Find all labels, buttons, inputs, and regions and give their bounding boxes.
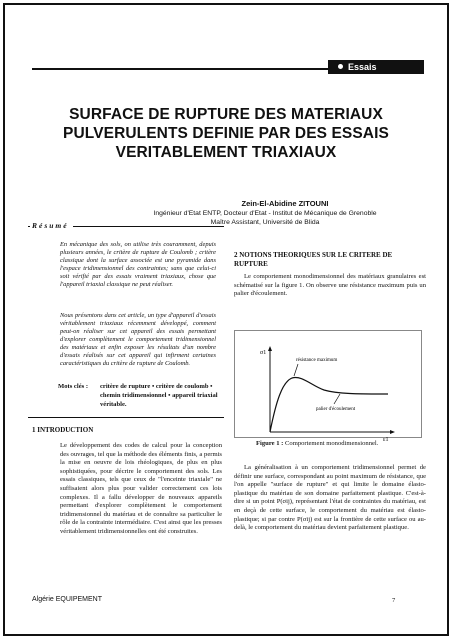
figure-caption xyxy=(256,440,426,447)
section-1-heading: 1 INTRODUCTION xyxy=(32,426,94,434)
plateau-label: palier d'écoulement xyxy=(316,407,356,412)
plateau-leader xyxy=(334,394,340,404)
figure-number: Figure 1 : xyxy=(256,440,284,447)
keywords-label: Mots clés : xyxy=(58,383,89,390)
abstract-label: Résumé xyxy=(30,221,73,230)
affiliation-line-2: Maître Assistant, Université de Blida xyxy=(210,219,320,226)
peak-label: résistance maximum xyxy=(296,358,338,363)
y-axis-label: σ1 xyxy=(260,350,267,356)
figure-caption-text: Comportement monodimensionnel. xyxy=(285,440,379,447)
header-rule xyxy=(32,68,332,70)
abstract-paragraph-1: En mécanique des sols, on utilise très couramment, depuis plusieurs années, le critère de rupture de Coulomb ; critère classique dont la surface associée est une pyramide dans l'espace tridimensionnel des contraintes; sans que celui-ci soit vérifié par des essais vraiment triaxiaux, chose que l'appareil triaxial classique ne peut réaliser. xyxy=(60,241,216,288)
figure-1-chart xyxy=(258,342,396,442)
bullet-icon xyxy=(338,64,343,69)
x-axis-label: ε1 xyxy=(383,437,389,442)
affiliation xyxy=(100,209,430,227)
stress-strain-curve xyxy=(270,377,388,432)
section-2-paragraph-1: Le comportement monodimensionnel des matériaux granulaires est schématisé sur la figure 1. On observe une résistance maximum puis un palier d'écoulement. xyxy=(234,273,426,298)
section-1-paragraph: Le développement des codes de calcul pour la conception des ouvrages, tel que la méthode des éléments finis, a permis la mise en oeuvre de lois rhéologiques, de plus en plus sophistiquées, pour décrire le comportement des sols. Les essais classiques, tels que ceux de "l'enceinte triaxiale" ne suffisaient alors plus pour valider correctement ces lois complexes. Il a fallu développer de nouveaux appareils permettant d'explorer complètement le comportement tridimensionnel du matériau et de connaître sa particulier le rôle de la contrainte intermédiaire. C'est ainsi que les presses véritablement tridimensionnelles ont été construites. xyxy=(60,442,222,535)
footer-journal: Algérie EQUIPEMENT xyxy=(32,596,103,603)
section-tag-label: Essais xyxy=(348,62,377,72)
page-number: 7 xyxy=(392,597,396,604)
peak-leader xyxy=(294,364,298,376)
y-arrow-icon xyxy=(268,346,272,351)
affiliation-line-1: Ingénieur d'Etat ENTP, Docteur d'Etat - Institut de Mécanique de Grenoble xyxy=(153,210,377,217)
x-arrow-icon xyxy=(390,430,395,434)
author-name: Zein-El-Abidine ZITOUNI xyxy=(241,199,329,208)
section-2-paragraph-2: La généralisation à un comportement tridimensionnel permet de définir une surface, correspondant au point maximum de résistance, que l'on appelle "surface de rupture" et qui limite le domaine élasto-plastique du matériau de son domaine parfaitement plastique. C'est-à-dire si un point P(σij), représentant l'état de contraintes du matériau, est en deçà de cette surface, le comportement du matériau est élasto-plastique; si par contre P(σij) est sur la frontière de cette surface ou au-delà, le comportement du matériau devient parfaitement plastique. xyxy=(234,464,426,532)
paper-title: SURFACE DE RUPTURE DES MATERIAUX PULVERULENTS DEFINIE PAR DES ESSAIS VERITABLEMENT TRIAXIAUX xyxy=(63,106,389,161)
abstract-paragraph-2: Nous présentons dans cet article, un type d'appareil d'essais véritablement triaxiaux récemment développé, comment peut-on réaliser sur cet appareil des essais permettant d'explorer complètement le comportement tridimensionnel des matériaux et enfin exposer les résultats d'un nombre d'essais réalisés sur cet appareil qui infirment certaines caractéristiques du critère de rupture de Coulomb. xyxy=(60,312,216,367)
section-2-heading: 2 NOTIONS THEORIQUES SUR LE CRITERE DE RUPTURE xyxy=(234,251,393,268)
keywords-text: critère de rupture • critère de coulomb • chemin tridimensionnel • appareil triaxial véritable. xyxy=(100,383,218,408)
section-tag xyxy=(328,60,424,74)
